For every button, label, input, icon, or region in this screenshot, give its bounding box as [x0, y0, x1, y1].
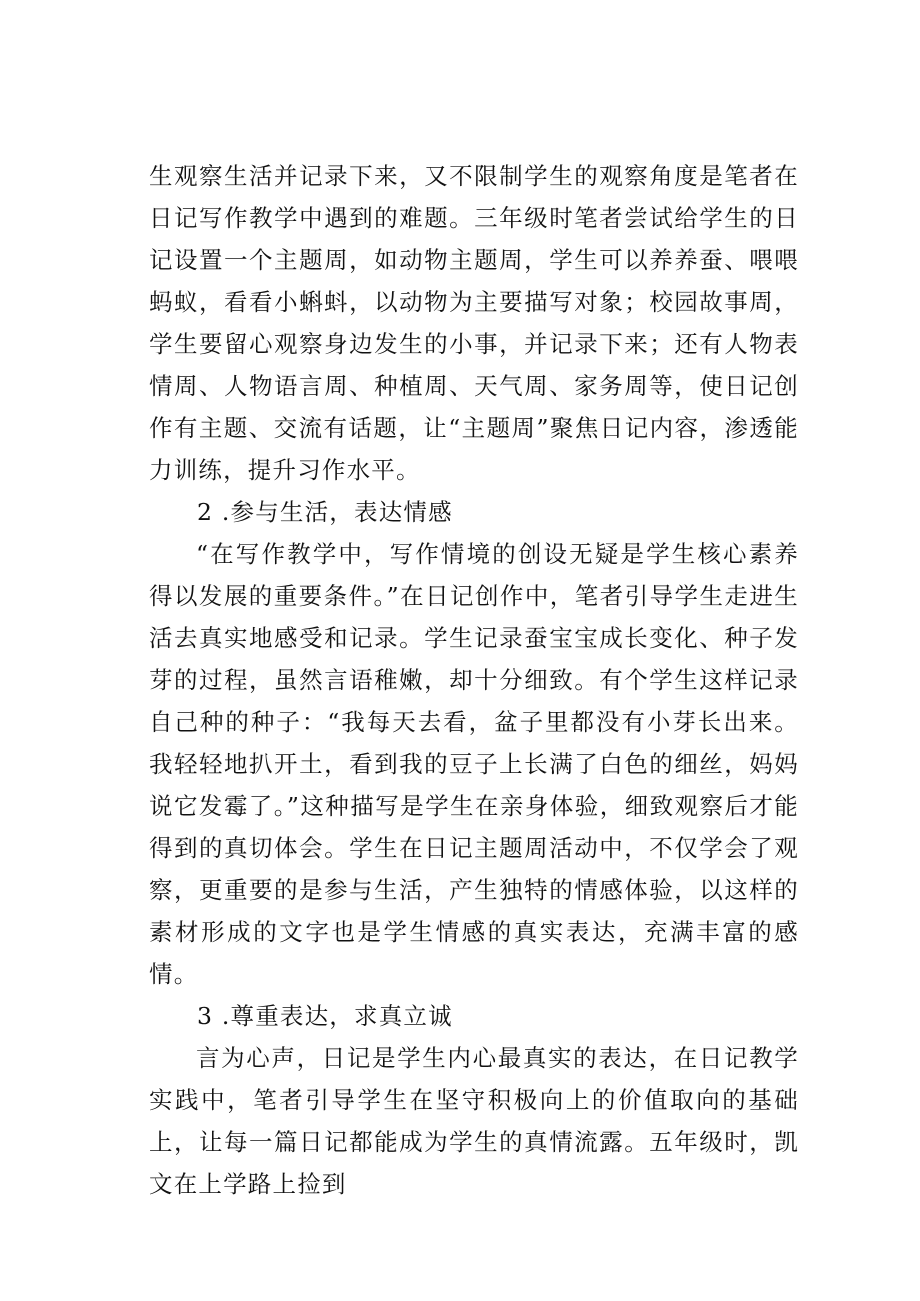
body-text [149, 155, 799, 1205]
paragraph-participate-life: “在写作教学中，写作情境的创设无疑是学生核心素养得以发展的重要条件。”在日记创作中，笔者引导学生走进生活去真实地感受和记录。学生记录蚕宝宝成长变化、种子发芽的过程，虽然言语稚嫩，却十分细致。有个学生这样记录自己种的种子：“我每天去看，盆子里都没有小芽长出来。我轻轻地扒开土，看到我的豆子上长满了白色的细丝，妈妈说它发霉了。”这种描写是学生在亲身体验，细致观察后才能得到的真切体会。学生在日记主题周活动中，不仅学会了观察，更重要的是参与生活，产生独特的情感体验，以这样的素材形成的文字也是学生情感的真实表达，充满丰富的感情。 [149, 540, 799, 988]
section-heading-2: 2 .参与生活，表达情感 [197, 498, 453, 526]
paragraph-respect-expression: 言为心声，日记是学生内心最真实的表达，在日记教学实践中，笔者引导学生在坚守积极向上的价值取向的基础上，让每一篇日记都能成为学生的真情流露。五年级时，凯文在上学路上捡到 [149, 1044, 799, 1198]
paragraph-topic-week: 生观察生活并记录下来，又不限制学生的观察角度是笔者在日记写作教学中遇到的难题。三年级时笔者尝试给学生的日记设置一个主题周，如动物主题周，学生可以养养蚕、喂喂蚂蚁，看看小蝌蚪，以动物为主要描写对象；校园故事周，学生要留心观察身边发生的小事，并记录下来；还有人物表情周、人物语言周、种植周、天气周、家务周等，使日记创作有主题、交流有话题，让“主题周”聚焦日记内容，渗透能力训练，提升习作水平。 [149, 162, 799, 484]
section-heading-3: 3 .尊重表达，求真立诚 [197, 1002, 453, 1030]
